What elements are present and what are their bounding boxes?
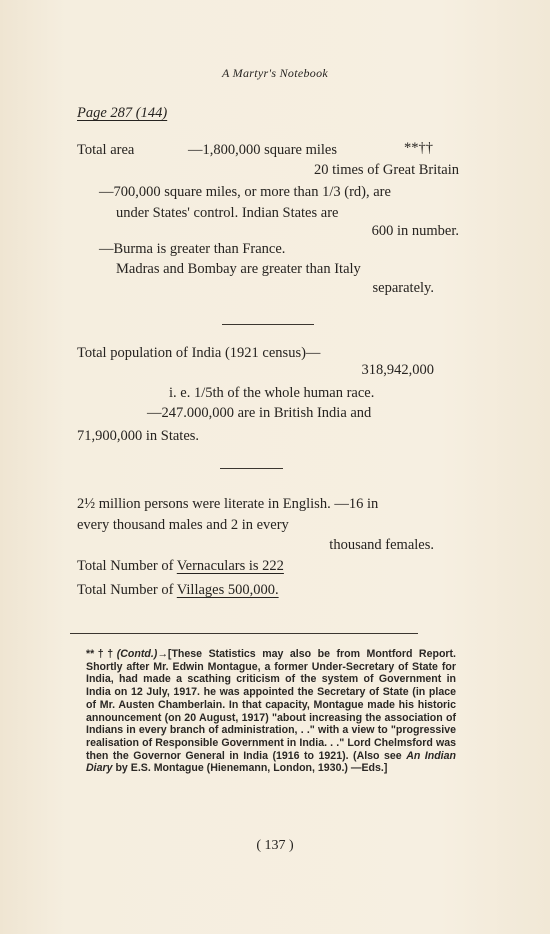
literacy-females-line: thousand females. (329, 537, 434, 553)
villages-line (77, 582, 279, 599)
total-area-value: —1,800,000 square miles (188, 142, 338, 158)
states-area-line: —700,000 square miles, or more than 1/3 (rd), are (99, 184, 391, 200)
total-area-label: Total area (77, 142, 135, 158)
footnote-contd: (Contd.) (116, 648, 158, 660)
running-header: A Martyr's Notebook (221, 66, 329, 80)
footnote-arrow: → (157, 648, 168, 660)
villages-label: Total Number of (77, 582, 177, 598)
page-reference: Page 287 (144) (77, 105, 168, 121)
madras-bombay-line: Madras and Bombay are greater than Italy (116, 261, 361, 277)
states-control-line: under States' control. Indian States are (116, 205, 339, 221)
population-heading: Total population of India (1921 census)— (77, 345, 321, 361)
vernaculars-value: Vernaculars is 222 (176, 558, 284, 574)
footnote-divider (70, 633, 418, 634)
page-number: ( 137 ) (256, 838, 294, 853)
footnote (86, 648, 456, 775)
area-comparison-line: 20 times of Great Britain (314, 162, 459, 178)
separately-line: separately. (372, 280, 434, 296)
population-fraction-line: i. e. 1/5th of the whole human race. (169, 385, 375, 401)
burma-line: —Burma is greater than France. (99, 241, 286, 257)
section-divider-1 (222, 324, 314, 325)
vernaculars-line (77, 558, 284, 575)
vernaculars-label: Total Number of (77, 558, 177, 574)
section-divider-2 (220, 468, 283, 469)
reference-marks: **†† (404, 140, 433, 156)
literacy-line: 2½ million persons were literate in English. —16 in (77, 496, 379, 512)
footnote-marker: **†† (86, 648, 117, 660)
british-india-line: —247.000,000 are in British India and (147, 405, 372, 421)
villages-value: Villages 500,000. (176, 582, 279, 598)
footnote-text: [These Statistics may also be from Montford Report. Shortly after Mr. Edwin Montague, a former Under-Secretary of State for India, had made a scathing criticism of the system of Government in India on 12 July, 1917. he was appointed the Secretary of State (in place of Mr. Austen Chamberlain. In that capacity, Montague made his historic announcement (on 20 August, 1917) "about increasing the association of Indians in every branch of administration, . ." with a view to "progressive realisation of Responsible Government in India. . ." Lord Chelmsford was then the Governor General in India (1916 to 1921). (Also see (86, 648, 457, 762)
population-total: 318,942,000 (361, 362, 434, 378)
states-count-line: 600 in number. (371, 223, 459, 239)
states-population-line: 71,900,000 in States. (77, 428, 200, 444)
footnote-text-end: by E.S. Montague (Hienemann, London, 1930.) —Eds.] (112, 762, 388, 775)
footnote-book-title: An Indian Diary (86, 749, 456, 775)
literacy-males-line: every thousand males and 2 in every (77, 517, 289, 533)
